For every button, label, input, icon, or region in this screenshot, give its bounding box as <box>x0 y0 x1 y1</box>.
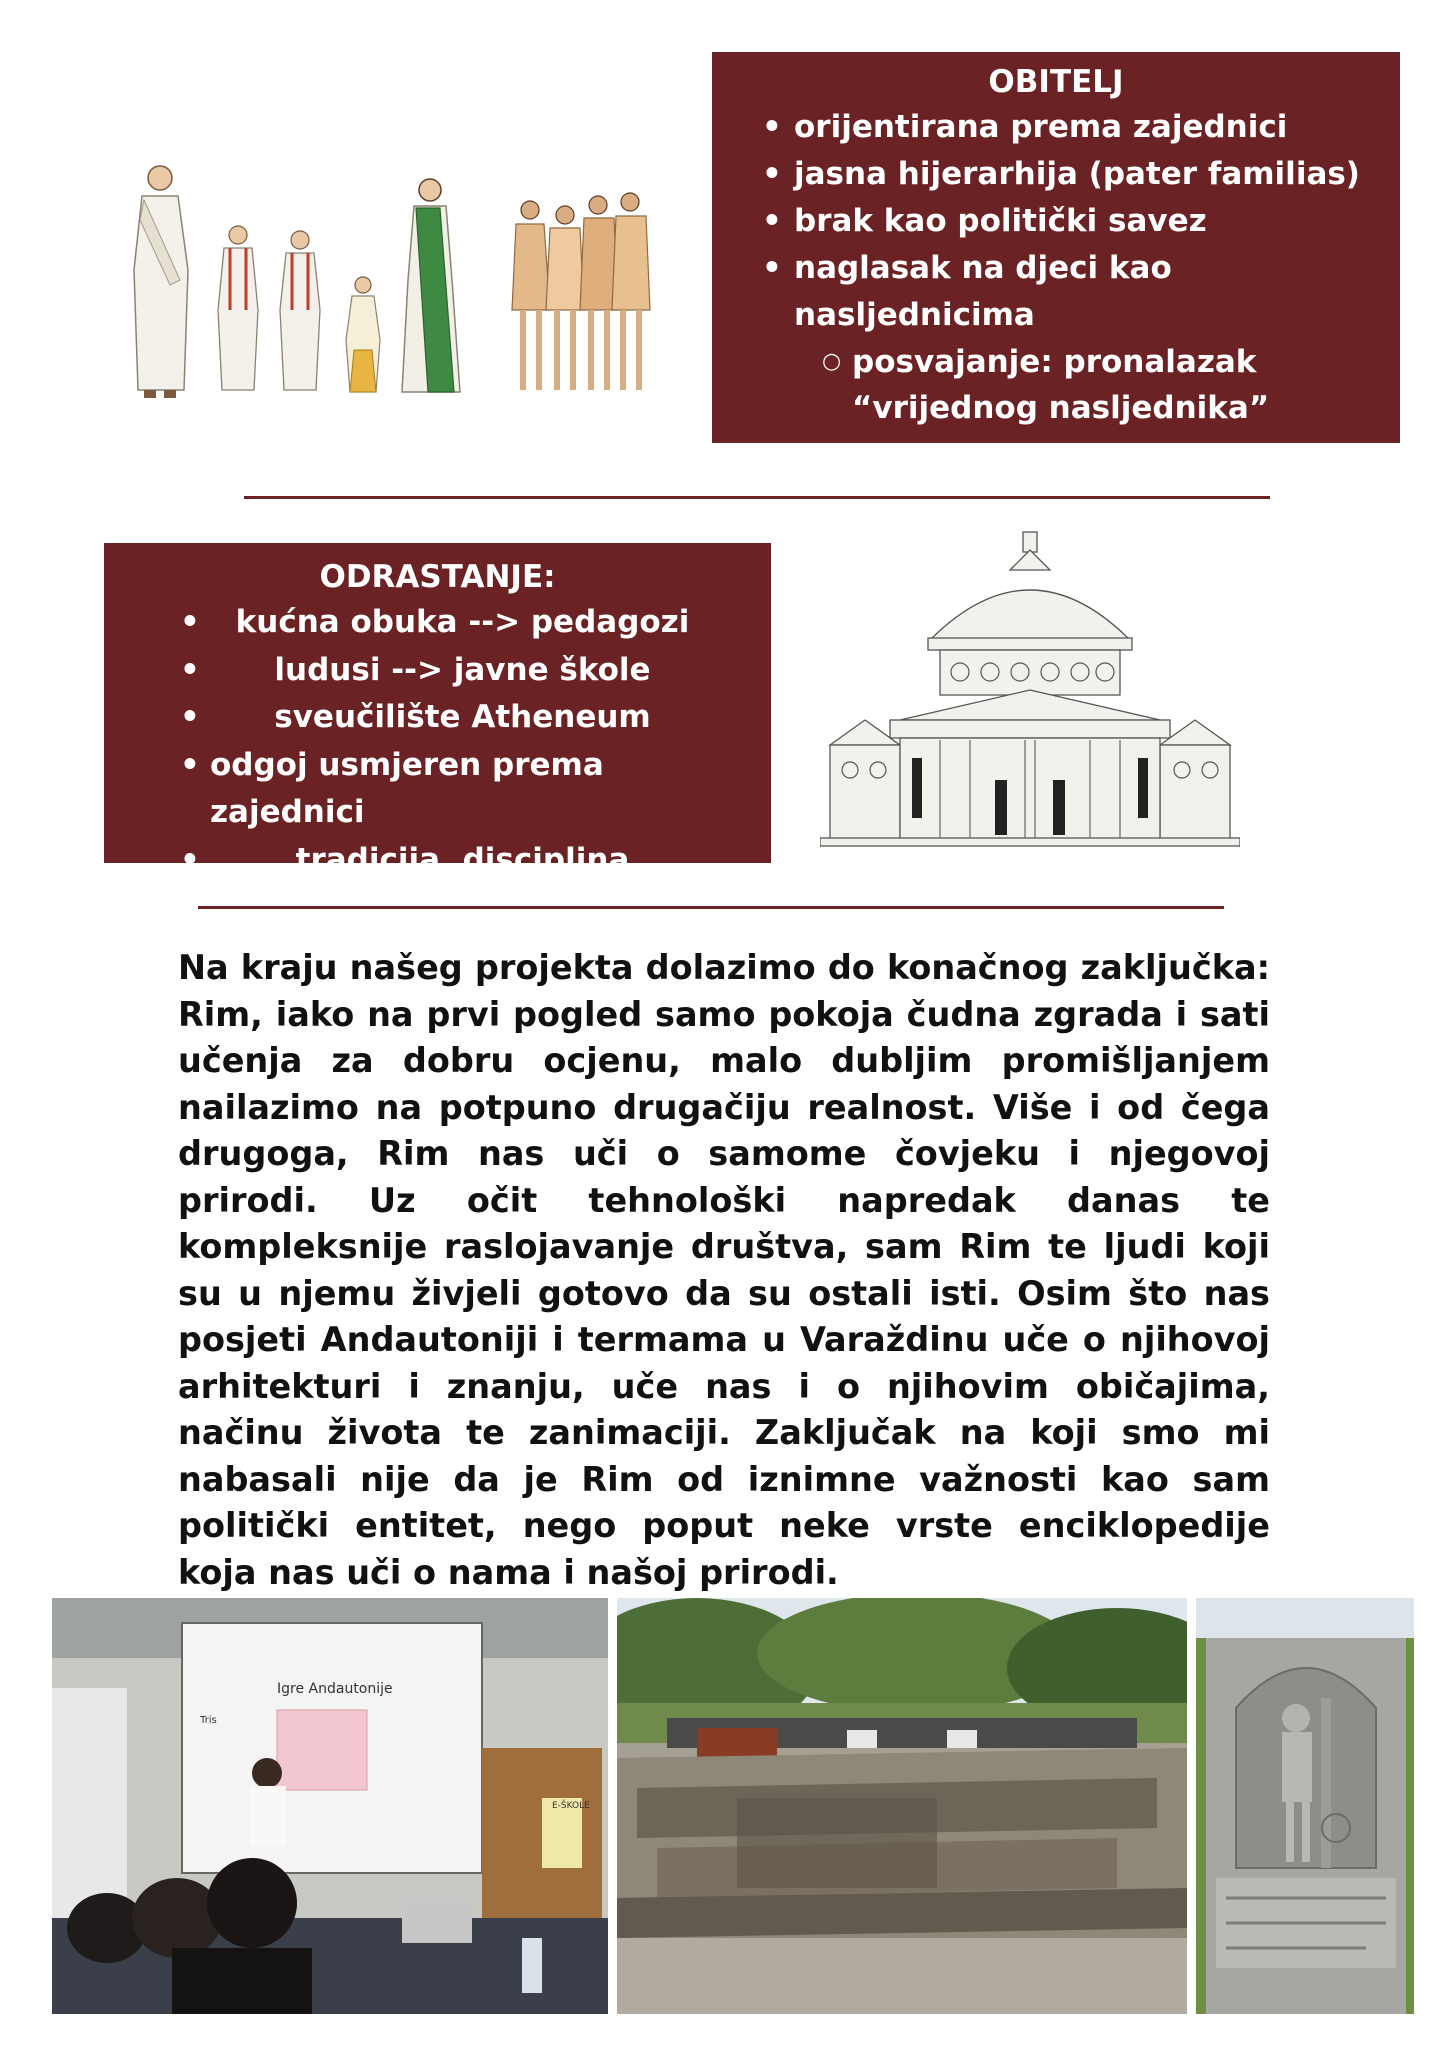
slide-title-text: Igre Andautonije <box>277 1681 393 1697</box>
growing-up-info-panel <box>104 543 771 878</box>
atheneum-building-illustration <box>820 530 1240 850</box>
classroom-presentation-photo <box>52 1598 608 2014</box>
growing-up-item-2: • ludusi --> javne škole <box>104 647 771 695</box>
roman-family-illustration <box>110 160 670 420</box>
divider-2 <box>198 906 1224 909</box>
roman-ruins-photo <box>617 1598 1187 2014</box>
figure-girl <box>346 277 380 392</box>
figure-servants <box>512 193 650 390</box>
growing-up-item-1: • kućna obuka --> pedagozi <box>104 599 771 647</box>
family-item-4: • naglasak na djeci kao nasljednicima <box>712 245 1400 339</box>
slide-label-text: Tris <box>200 1715 217 1726</box>
family-item-2: • jasna hijerarhija (pater familias) <box>712 151 1400 198</box>
family-panel-title: OBITELJ <box>988 64 1124 100</box>
figure-boy-1 <box>218 226 258 390</box>
conclusion-paragraph: Na kraju našeg projekta dolazimo do konačnog zaključka: Rim, iako na prvi pogled samo pokoja čudna zgrada i sati učenja za dobru ocjenu, malo dubljim promišljanjem nailazimo na potpuno drugačiju realnost. Više i od čega drugoga, Rim nas uči o samome čovjeku i njegovoj prirodi. Uz očit tehnološki napredak danas te kompleksnije raslojavanje društva, sam Rim te ljudi koji su u njemu živjeli gotovo da su ostali isti. Osim što nas posjeti Andautoniji i termama u Varaždinu uče o njihovoj arhitekturi i znanju, uče nas i o njihovim običajima, načinu života te zanimaciji. Zaključak na koji smo mi nabasali nije da je Rim od iznimne važnosti kao sam politički entitet, nego poput neke vrste enciklopedije koja nas uči o nama i našoj prirodi. <box>178 948 1270 1592</box>
family-sub-item-continued: “vrijednog nasljednika” <box>852 390 1270 426</box>
growing-up-list <box>104 599 771 884</box>
figure-boy-2 <box>280 231 320 390</box>
growing-up-panel-title: ODRASTANJE: <box>319 559 556 595</box>
divider-1 <box>244 496 1270 499</box>
growing-up-item-4: • odgoj usmjeren prema zajednici <box>104 742 771 837</box>
family-info-panel <box>712 52 1400 443</box>
sign-label-text: E-ŠKOLE <box>552 1801 590 1811</box>
family-list <box>712 104 1400 432</box>
figure-father <box>134 166 188 398</box>
figure-mother <box>402 179 460 392</box>
growing-up-item-3: • sveučilište Atheneum <box>104 694 771 742</box>
family-item-3: • brak kao politički savez <box>712 198 1400 245</box>
family-item-1: • orijentirana prema zajednici <box>712 104 1400 151</box>
stone-stele-photo <box>1196 1598 1414 2014</box>
growing-up-item-5: • tradicija, disciplina <box>104 837 771 885</box>
family-sub-item: ○ posvajanje: pronalazak <box>712 339 1400 385</box>
